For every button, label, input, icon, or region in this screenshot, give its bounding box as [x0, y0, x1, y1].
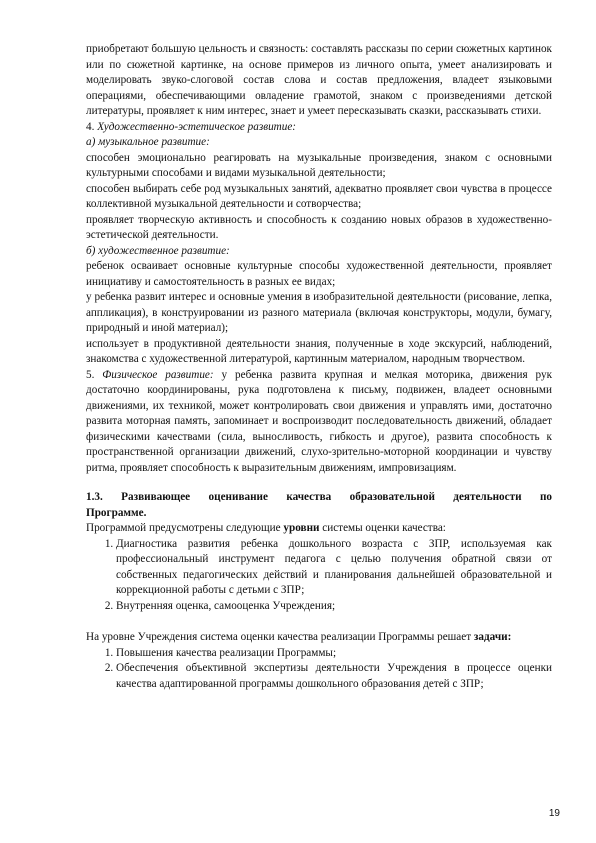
levels-list [86, 537, 552, 615]
heading-title: Художественно-эстетическое развитие: [97, 120, 297, 133]
heading-number: 5. [86, 368, 103, 381]
document-page [86, 42, 552, 692]
physical-title: Физическое развитие: [102, 368, 214, 381]
heading-number: 4. [86, 120, 98, 133]
fine-item-2: у ребенка развит интерес и основные умения в изобразительной деятельности (рисование, лепка, аппликация), в конструировании из разного материала (включая конструкторы, модули, бумагу, природный и иной материал); [86, 291, 552, 334]
music-item-2: способен выбирать себе род музыкальных занятий, адекватно проявляет свои чувства в процессе коллективной музыкальной деятельности и сотворчества; [86, 182, 552, 210]
page-number: 19 [548, 808, 560, 819]
list-item: 1. Повышения качества реализации Программы; [116, 646, 552, 662]
physical-text: у ребенка развита крупная и мелкая моторика, движения рук достаточно координированы, рука подготовлена к письму, подвижен, владеет основными движениями, их техникой, может контролировать свои движения и управлять ими, достаточно развита моторная память, запоминает и воспроизводит последовательность движений, обладает физическими качествами (сила, выносливость, гибкость и другое), развита способность к пространственной организации движений, слухо-зрительно-моторной координации и чувству ритма, проявляет способность к выразительным движениям, импровизациям. [86, 368, 553, 474]
music-item-1: способен эмоционально реагировать на музыкальные произведения, знаком с основными культурными способами и видами музыкальной деятельности; [86, 151, 552, 179]
levels-pre: Программой предусмотрены следующие [86, 522, 284, 534]
levels-post: системы оценки качества: [319, 522, 446, 534]
list-item: 2. Внутренняя оценка, самооценка Учреждения; [116, 599, 552, 615]
fine-item-1: ребенок осваивает основные культурные способы художественной деятельности, проявляет инициативу и самостоятельность в разных ее видах; [86, 260, 552, 288]
paragraph-levels [86, 521, 552, 537]
paragraph-physical [86, 368, 552, 477]
tasks-pre: На уровне Учреждения система оценки качества реализации Программы решает [86, 631, 474, 643]
subheading-music: а) музыкальное развитие: [86, 136, 210, 148]
section-word: оценивание [208, 491, 268, 503]
section-word: по [539, 491, 552, 503]
subheading-fine-art: б) художественное развитие: [86, 244, 230, 257]
tasks-list [86, 646, 552, 693]
section-word: деятельности [453, 491, 522, 503]
list-item: 2. Обеспечения объективной экспертизы деятельности Учреждения в процессе оценки качества адаптированной программы дошкольного образования детей с ЗПР; [116, 661, 552, 692]
section-word: Развивающее [121, 491, 191, 503]
section-word: качества [286, 491, 332, 503]
section-heading [86, 490, 552, 506]
levels-bold: уровни [283, 522, 320, 534]
paragraph-tasks [86, 630, 552, 646]
paragraph-intro: приобретают большую цельность и связность: составлять рассказы по серии сюжетных картинок или по сюжетной картинке, на основе примеров из личного опыта, умеет анализировать и моделировать звуко-слоговой состав слова и состав предложения, владеет языковыми операциями, обеспечивающими овладение грамотой, знаком с произведениями детской литературы, проявляет к ним интерес, знает и умеет пересказывать сказки, рассказывать стихи. [86, 43, 552, 117]
section-word: образовательной [349, 491, 435, 503]
fine-item-3: использует в продуктивной деятельности знания, полученные в ходе экскурсий, наблюдений, знакомства с художественной литературой, картинным материалом, народным творчеством. [86, 337, 552, 365]
tasks-bold: задачи: [473, 631, 512, 643]
section-heading-tail: Программе. [86, 506, 147, 519]
section-word: 1.3. [86, 491, 103, 503]
list-item: 1. Диагностика развития ребенка дошкольного возраста с ЗПР, используемая как профессиональный инструмент педагога с целью получения обратной связи от собственных педагогических действий и планирования дальнейшей образовательной и коррекционной работы с детьми с ЗПР; [116, 537, 552, 599]
spacer [86, 614, 552, 630]
heading-art-development [86, 120, 552, 136]
music-item-3: проявляет творческую активность и способность к созданию новых образов в художественно-эстетической деятельности. [86, 213, 552, 241]
